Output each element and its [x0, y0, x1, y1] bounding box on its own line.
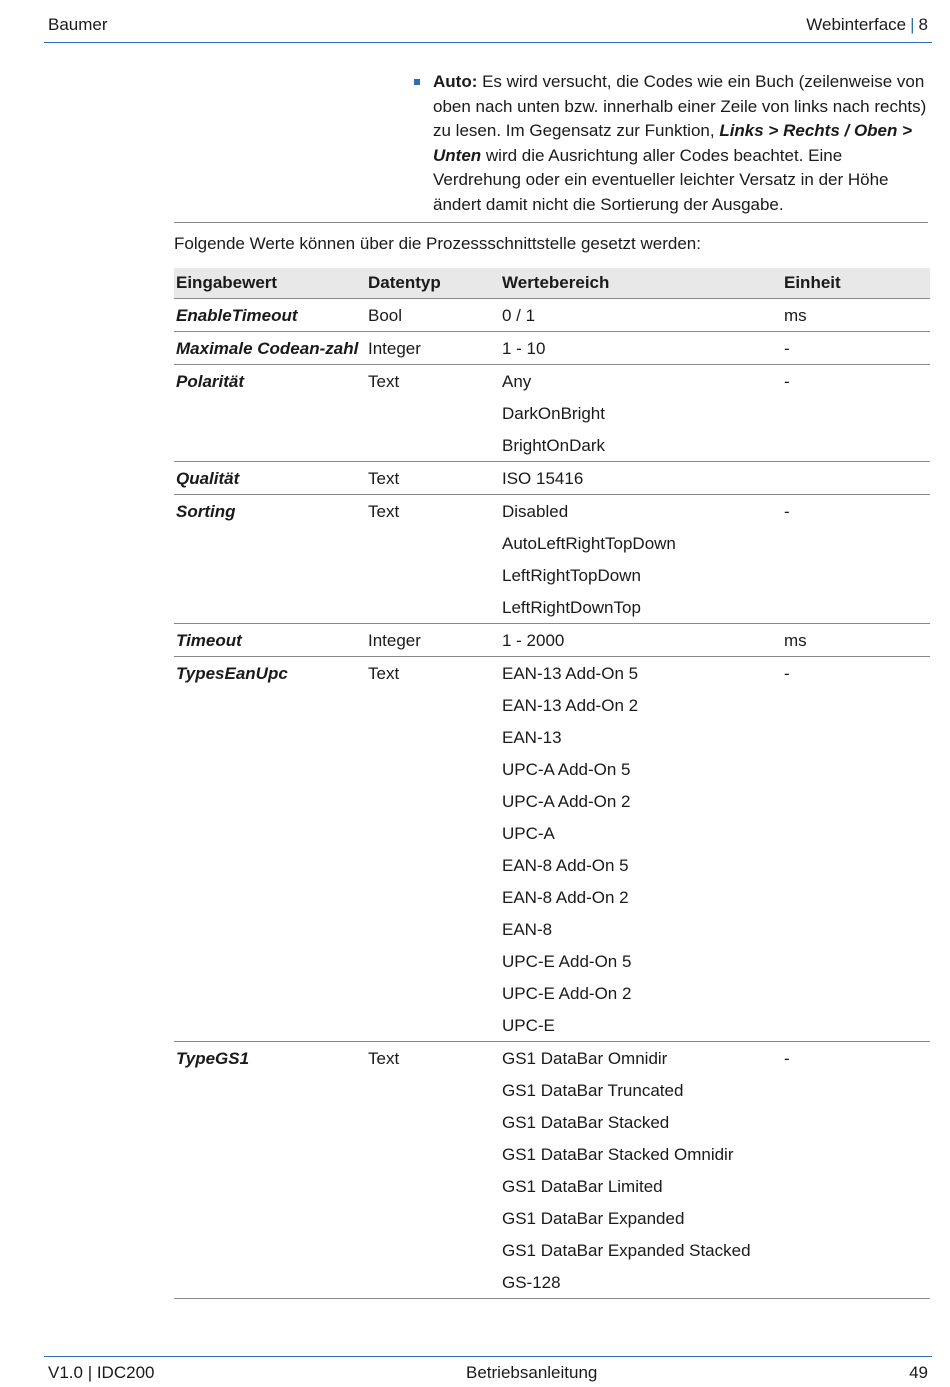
table-row [174, 462, 930, 495]
cell-wertebereich [500, 462, 782, 495]
value-item: EAN-13 [502, 728, 562, 747]
table-row [174, 657, 930, 1042]
value-item: UPC-A Add-On 5 [502, 760, 631, 779]
value-item: Disabled [502, 502, 569, 521]
cell-einheit: - [782, 657, 930, 1042]
cell-datentyp: Text [366, 1042, 500, 1299]
cell-wertebereich [500, 495, 782, 624]
value-item: EAN-8 [502, 920, 553, 939]
table-row [174, 1042, 930, 1299]
cell-datentyp: Integer [366, 332, 500, 365]
footer-version: V1.0 | IDC200 [48, 1363, 155, 1382]
header-section-title: Webinterface [806, 15, 907, 34]
cell-datentyp: Text [366, 657, 500, 1042]
value-item: UPC-E Add-On 2 [502, 984, 632, 1003]
intro-text: Folgende Werte können über die Prozessschnittstelle gesetzt werden: [174, 234, 701, 253]
table-row [174, 332, 930, 365]
footer-doc-type: Betriebsanleitung [466, 1363, 598, 1382]
cell-eingabewert: Maximale Codean-zahl [174, 332, 366, 365]
cell-einheit: - [782, 495, 930, 624]
value-item: GS1 DataBar Stacked Omnidir [502, 1145, 734, 1164]
cell-datentyp: Text [366, 495, 500, 624]
cell-wertebereich [500, 657, 782, 1042]
cell-wertebereich [500, 299, 782, 332]
bullet-text-2: wird die Ausrichtung aller Codes beachtet. Eine Verdrehung oder ein eventueller leichter Versatz in der Höhe ändert damit nicht die Sortierung der Ausgabe. [433, 145, 889, 214]
value-item: 0 / 1 [502, 306, 536, 325]
table-row [174, 624, 930, 657]
value-item: EAN-8 Add-On 2 [502, 888, 629, 907]
page-footer [44, 1356, 932, 1385]
cell-wertebereich [500, 365, 782, 462]
values-table [174, 268, 930, 1299]
cell-eingabewert: Timeout [174, 624, 366, 657]
table-header-row [174, 268, 930, 299]
bullet-item-auto [414, 70, 928, 217]
cell-eingabewert: Polarität [174, 365, 366, 462]
header-eingabewert: Eingabewert [174, 268, 366, 299]
cell-einheit [782, 462, 930, 495]
table-row [174, 365, 930, 462]
header-separator: | [910, 15, 915, 34]
value-item: EAN-8 Add-On 5 [502, 856, 629, 875]
cell-einheit: - [782, 332, 930, 365]
header-section [806, 15, 928, 35]
cell-eingabewert: EnableTimeout [174, 299, 366, 332]
cell-wertebereich [500, 332, 782, 365]
cell-wertebereich [500, 624, 782, 657]
value-item: AutoLeftRightTopDown [502, 534, 676, 553]
cell-wertebereich [500, 1042, 782, 1299]
footer-page-number: 49 [909, 1363, 928, 1382]
value-item: LeftRightTopDown [502, 566, 641, 585]
cell-datentyp: Text [366, 462, 500, 495]
value-item: Any [502, 372, 532, 391]
header-datentyp: Datentyp [366, 268, 500, 299]
value-item: GS1 DataBar Truncated [502, 1081, 684, 1100]
value-item: GS1 DataBar Expanded Stacked [502, 1241, 751, 1260]
cell-eingabewert: Qualität [174, 462, 366, 495]
table-row [174, 495, 930, 624]
cell-eingabewert: TypeGS1 [174, 1042, 366, 1299]
value-item: UPC-A Add-On 2 [502, 792, 631, 811]
value-item: EAN-13 Add-On 2 [502, 696, 639, 715]
cell-eingabewert: TypesEanUpc [174, 657, 366, 1042]
cell-einheit: ms [782, 299, 930, 332]
cell-eingabewert: Sorting [174, 495, 366, 624]
cell-einheit: - [782, 365, 930, 462]
value-item: ISO 15416 [502, 469, 584, 488]
cell-einheit: - [782, 1042, 930, 1299]
header-einheit: Einheit [782, 268, 930, 299]
value-item: GS1 DataBar Omnidir [502, 1049, 668, 1068]
value-item: UPC-E Add-On 5 [502, 952, 632, 971]
bullet-block [174, 70, 928, 223]
cell-datentyp: Integer [366, 624, 500, 657]
bullet-label: Auto: [433, 72, 478, 91]
value-item: GS1 DataBar Stacked [502, 1113, 670, 1132]
cell-datentyp: Text [366, 365, 500, 462]
header-wertebereich: Wertebereich [500, 268, 782, 299]
value-item: UPC-A [502, 824, 555, 843]
value-item: GS-128 [502, 1273, 561, 1292]
value-item: GS1 DataBar Expanded [502, 1209, 685, 1228]
value-item: BrightOnDark [502, 436, 605, 455]
table-row [174, 299, 930, 332]
cell-datentyp: Bool [366, 299, 500, 332]
page-header [44, 14, 932, 43]
value-item: 1 - 10 [502, 339, 546, 358]
value-item: LeftRightDownTop [502, 598, 641, 617]
value-item: UPC-E [502, 1016, 555, 1035]
bullet-emphasis: Links > Rechts / Oben > Unten [433, 121, 913, 165]
table-body [174, 299, 930, 1299]
value-item: GS1 DataBar Limited [502, 1177, 663, 1196]
header-brand: Baumer [48, 15, 108, 34]
value-item: 1 - 2000 [502, 631, 565, 650]
bullet-square-icon [414, 79, 420, 85]
header-page-number: 8 [918, 15, 928, 34]
cell-einheit: ms [782, 624, 930, 657]
bullet-text-1: Es wird versucht, die Codes wie ein Buch (zeilenweise von oben nach unten bzw. innerhalb einer Zeile von links nach rechts) zu lesen. Im Gegensatz zur Funktion, [433, 72, 927, 140]
value-item: EAN-13 Add-On 5 [502, 664, 639, 683]
value-item: DarkOnBright [502, 404, 605, 423]
